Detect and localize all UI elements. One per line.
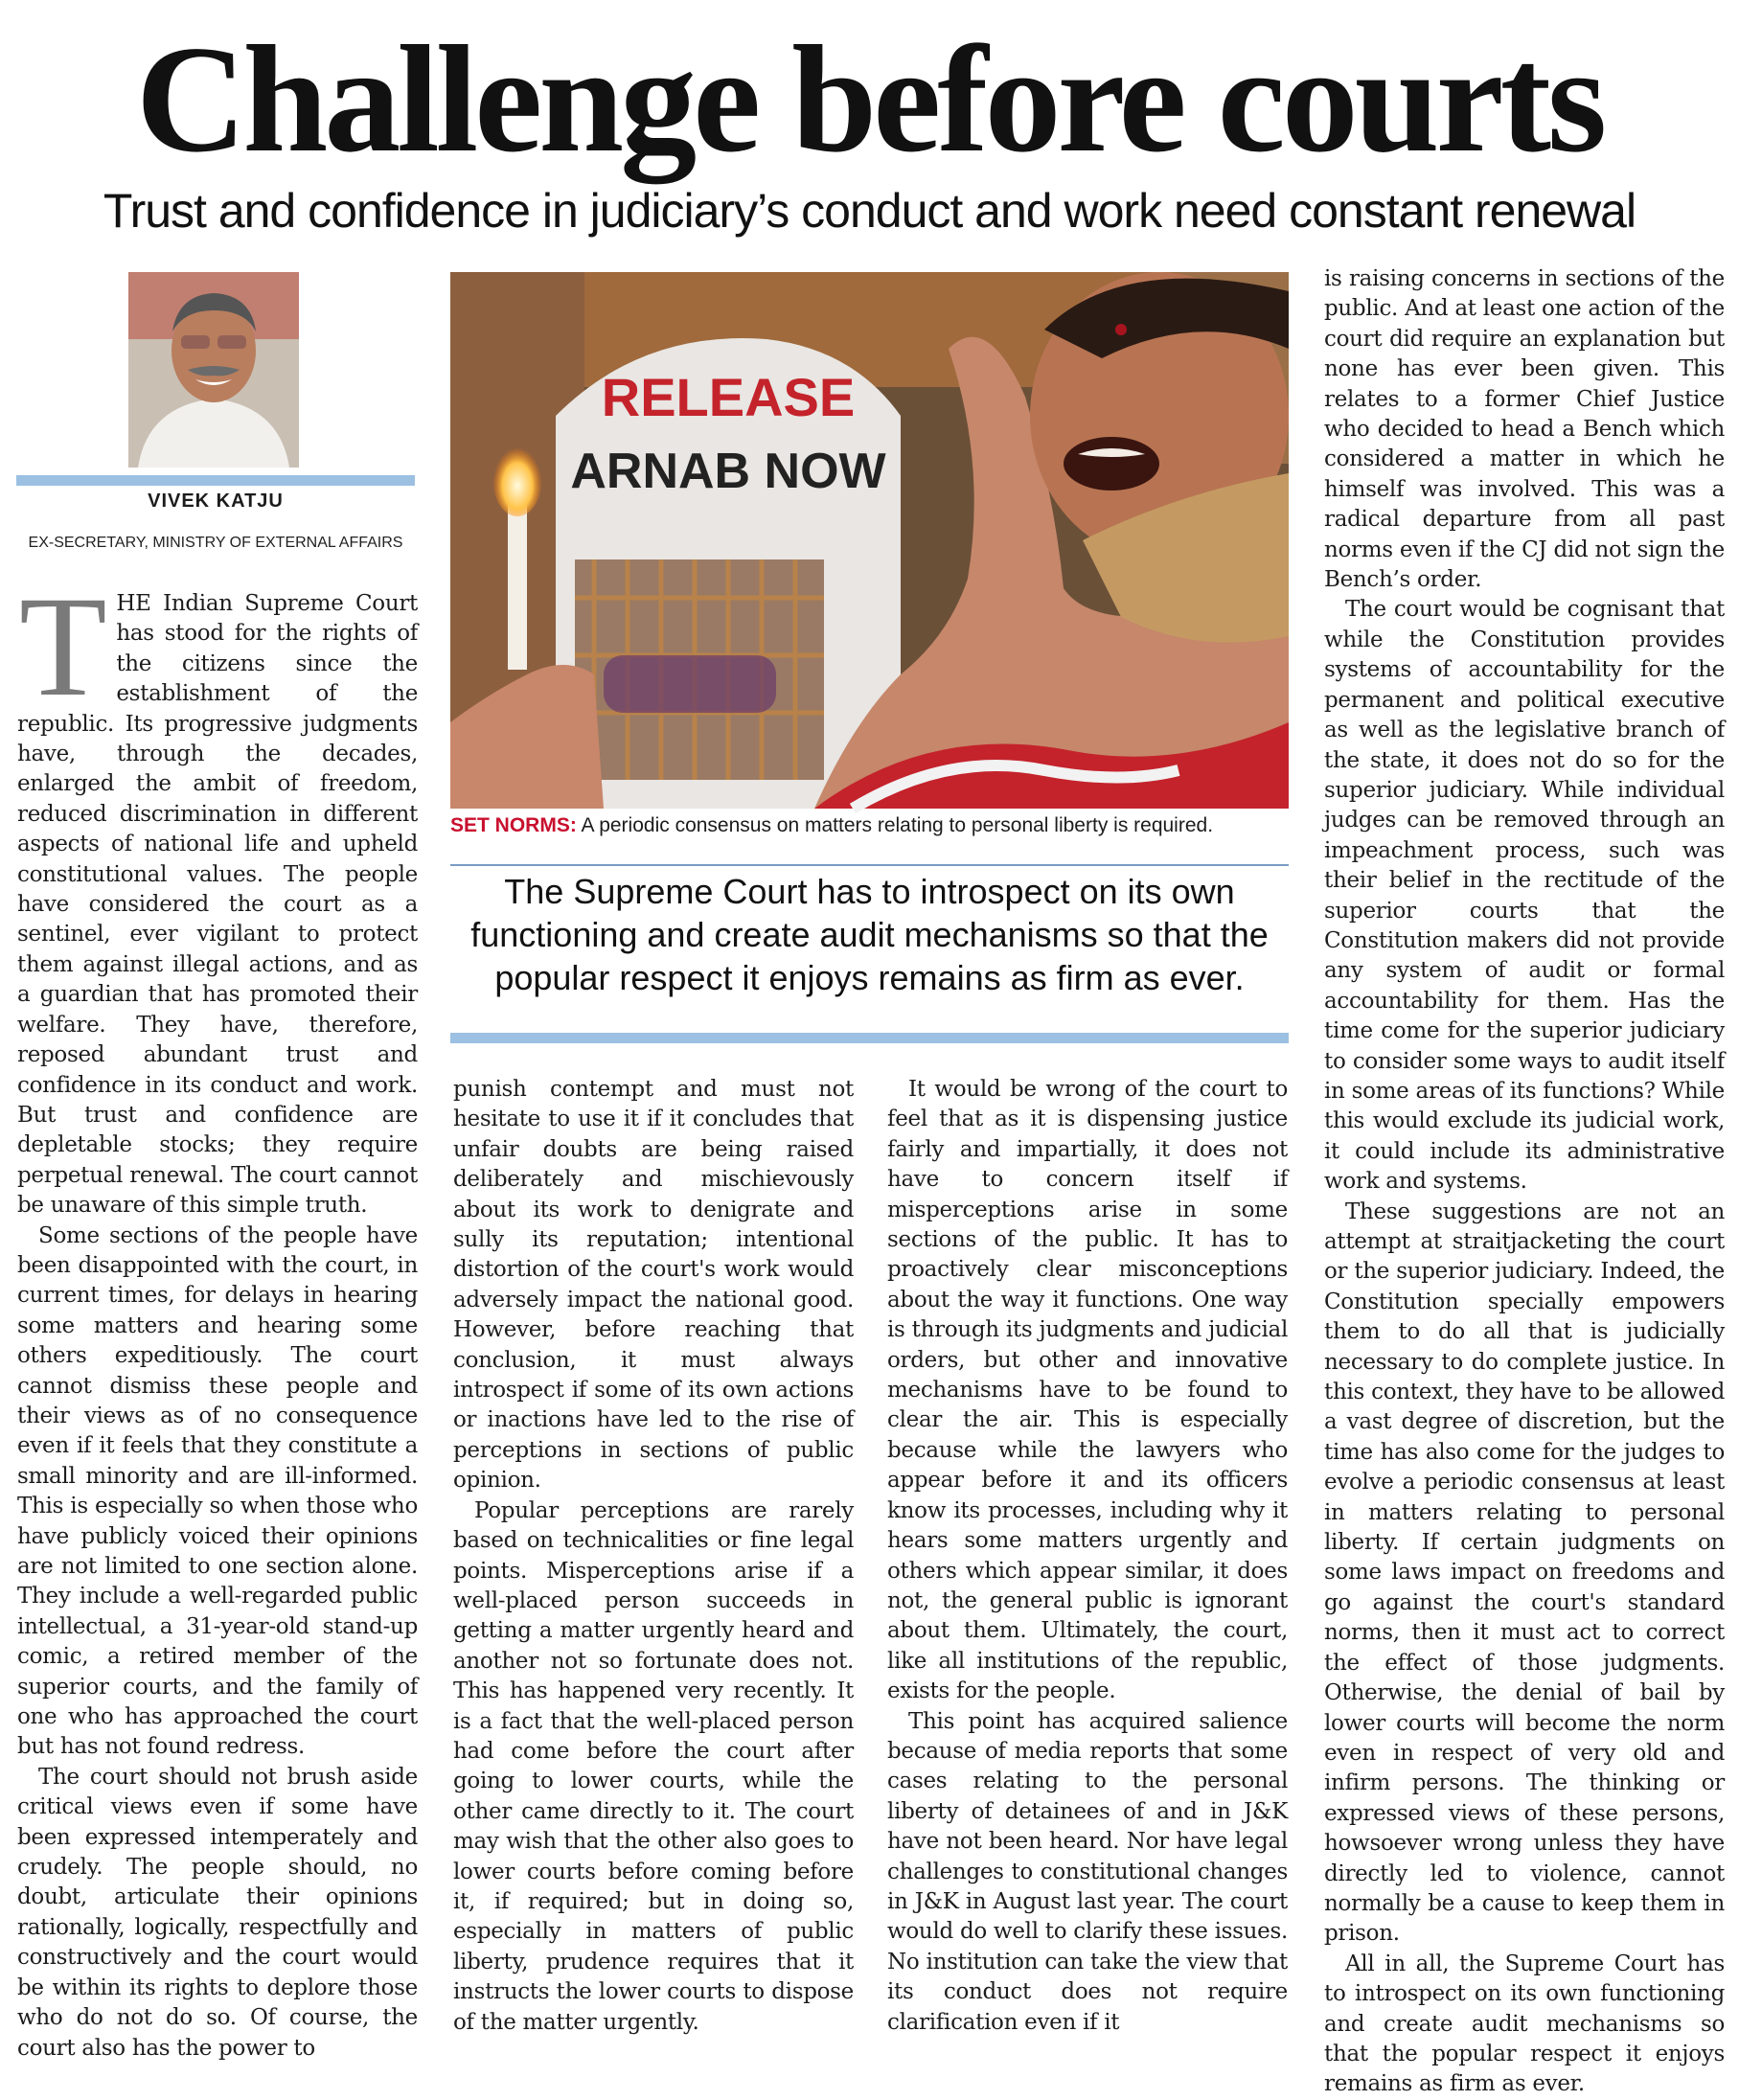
caption-label: SET NORMS: (450, 814, 577, 836)
article-paragraph: Popular perceptions are rarely based on technicalities or fine legal points. Misperceptions arise if a well-placed person succeeds in getting a matter urgently heard and another not so fortunate does not. This has happened very recently. It is a fact that the well-placed person had come before the court after going to lower courts, while the other came directly to it. The court may wish that the other also goes to lower courts before coming before it, if required; but in doing so, especially in matters of public liberty, prudence requires that it instructs the lower courts to dispose of the matter urgently. (453, 1497, 854, 2035)
article-column-1 (17, 567, 418, 2061)
deck-subheadline: Trust and confidence in judiciary’s conduct and work need constant renewal (103, 184, 1636, 238)
article-column-3 (887, 1075, 1288, 2035)
pullquote: The Supreme Court has to introspect on its own functioning and create audit mechanisms so that the popular respect it enjoys remains as firm as ever. (470, 872, 1269, 997)
author-name: VIVEK KATJU (148, 491, 284, 512)
shirt-text-arnab: ARNAB NOW (570, 444, 886, 499)
caption-text: A periodic consensus on matters relating to personal liberty is required. (576, 814, 1214, 836)
pullquote-rule-bottom (450, 1033, 1289, 1043)
article-paragraph: THE Indian Supreme Court has stood for the rights of the citizens since the establishment of the republic. Its progressive judgments have, through the decades, enlarged the ambit of freedom, reduced discrimination in different aspects of national life and upheld constitutional values. The people have considered the court as a sentinel, ever vigilant to protect them against illegal actions, and as a guardian that has promoted their welfare. They have, therefore, reposed abundant trust and confidence in its conduct and work. But trust and confidence are depletable stocks; they require perpetual renewal. The court cannot be unaware of this simple truth. (17, 567, 418, 1219)
article-column-4 (1324, 264, 1725, 2097)
article-paragraph: This point has acquired salience because of media reports that some cases relating to the personal liberty of detainees of and in J&K have not been heard. Nor have legal challenges to constitutional changes in J&K in August last year. The court would do well to clarify these issues. No institution can take the view that its conduct does not require clarification even if it (887, 1708, 1288, 2035)
shirt-text-release: RELEASE (601, 367, 856, 427)
author-rule (16, 475, 415, 486)
photo-caption (450, 812, 1289, 839)
article-paragraph: All in all, the Supreme Court has to introspect on its own functioning and create audit mechanisms so that the popular respect it enjoys remains as firm as ever. (1324, 1951, 1725, 2097)
article-paragraph: Some sections of the people have been disappointed with the court, in current times, for delays in hearing some matters and hearing some others expeditiously. The court cannot dismiss these people and their views as of no consequence even if it feels that they constitute a small minority and are ill-informed. This is especially so when those who have publicly voiced their opinions are not limited to one section alone. They include a well-regarded public intellectual, a 31-year-old stand-up comic, a retired member of the superior courts, and the family of one who has approached the court but has not found redress. (17, 1222, 418, 1760)
headline: Challenge before courts (135, 13, 1604, 184)
article-paragraph: The court should not brush aside critical views even if some have been expressed intemperately and crudely. The people should, no doubt, articulate their opinions rationally, logically, respectfully and constructively and the court would be within its rights to deplore those who do not do so. Of course, the court also has the power to (17, 1764, 418, 2061)
article-paragraph: is raising concerns in sections of the public. And at least one action of the court did require an explanation but none has ever been given. This relates to a former Chief Justice who decided to head a Bench which considered a matter in which he himself was involved. This was a radical departure from all past norms even if the CJ did not sign the Bench’s order. (1324, 266, 1725, 593)
pullquote-rule-top (450, 864, 1289, 866)
news-photo (450, 272, 1289, 809)
drop-cap: T (19, 567, 107, 726)
article-paragraph: These suggestions are not an attempt at straitjacketing the court or the superior judiciary. Indeed, the Constitution specially empowers them to do all that is judicially necessary to do complete justice. In this context, they have to be allowed a vast degree of discretion, but the time has also come for the judges to evolve a periodic consensus at least in matters relating to personal liberty. If certain judgments on some laws impact on freedoms and go against the court's standard norms, then it must act to correct the effect of those judgments. Otherwise, the denial of bail by lower courts will become the norm even in respect of very old and infirm persons. The thinking or expressed views of these persons, howsoever wrong unless they have directly led to violence, cannot normally be a cause to keep them in prison. (1324, 1198, 1725, 1947)
article-paragraph: The court would be cognisant that while the Constitution provides systems of accountability for the permanent and political executive as well as the legislative branch of the state, it does not do so for the superior judiciary. While individual judges can be removed through an impeachment process, such was their belief in the rectitude of the superior courts that the Constitution makers did not provide any system of audit or formal accountability for them. Has the time come for the superior judiciary to consider some ways to audit itself in some areas of its functions? While this would exclude its judicial work, it could include its administrative work and systems. (1324, 597, 1725, 1195)
author-photo (128, 272, 299, 468)
article-paragraph: It would be wrong of the court to feel that as it is dispensing justice fairly and impartially, it does not have to concern itself if misperceptions arise in some sections of the public. It has to proactively clear misconceptions about the way it functions. One way is through its judgments and judicial orders, but other and innovative mechanisms have to be found to clear the air. This is especially because while the lawyers who appear before it and its officers know its processes, including why it hears some matters urgently and others which appear similar, it does not, the general public is ignorant about them. Ultimately, the court, like all institutions of the republic, exists for the people. (887, 1077, 1288, 1704)
article-paragraph: punish contempt and must not hesitate to use it if it concludes that unfair doubts are being raised deliberately and mischievously about its work to denigrate and sully its reputation; intentional distortion of the court's work would adversely impact the national good. However, before reaching that conclusion, it must always introspect if some of its own actions or inactions have led to the rise of perceptions in sections of public opinion. (453, 1077, 854, 1494)
article-column-2 (453, 1075, 854, 2035)
author-role: EX-SECRETARY, MINISTRY OF EXTERNAL AFFAIRS (28, 535, 403, 551)
